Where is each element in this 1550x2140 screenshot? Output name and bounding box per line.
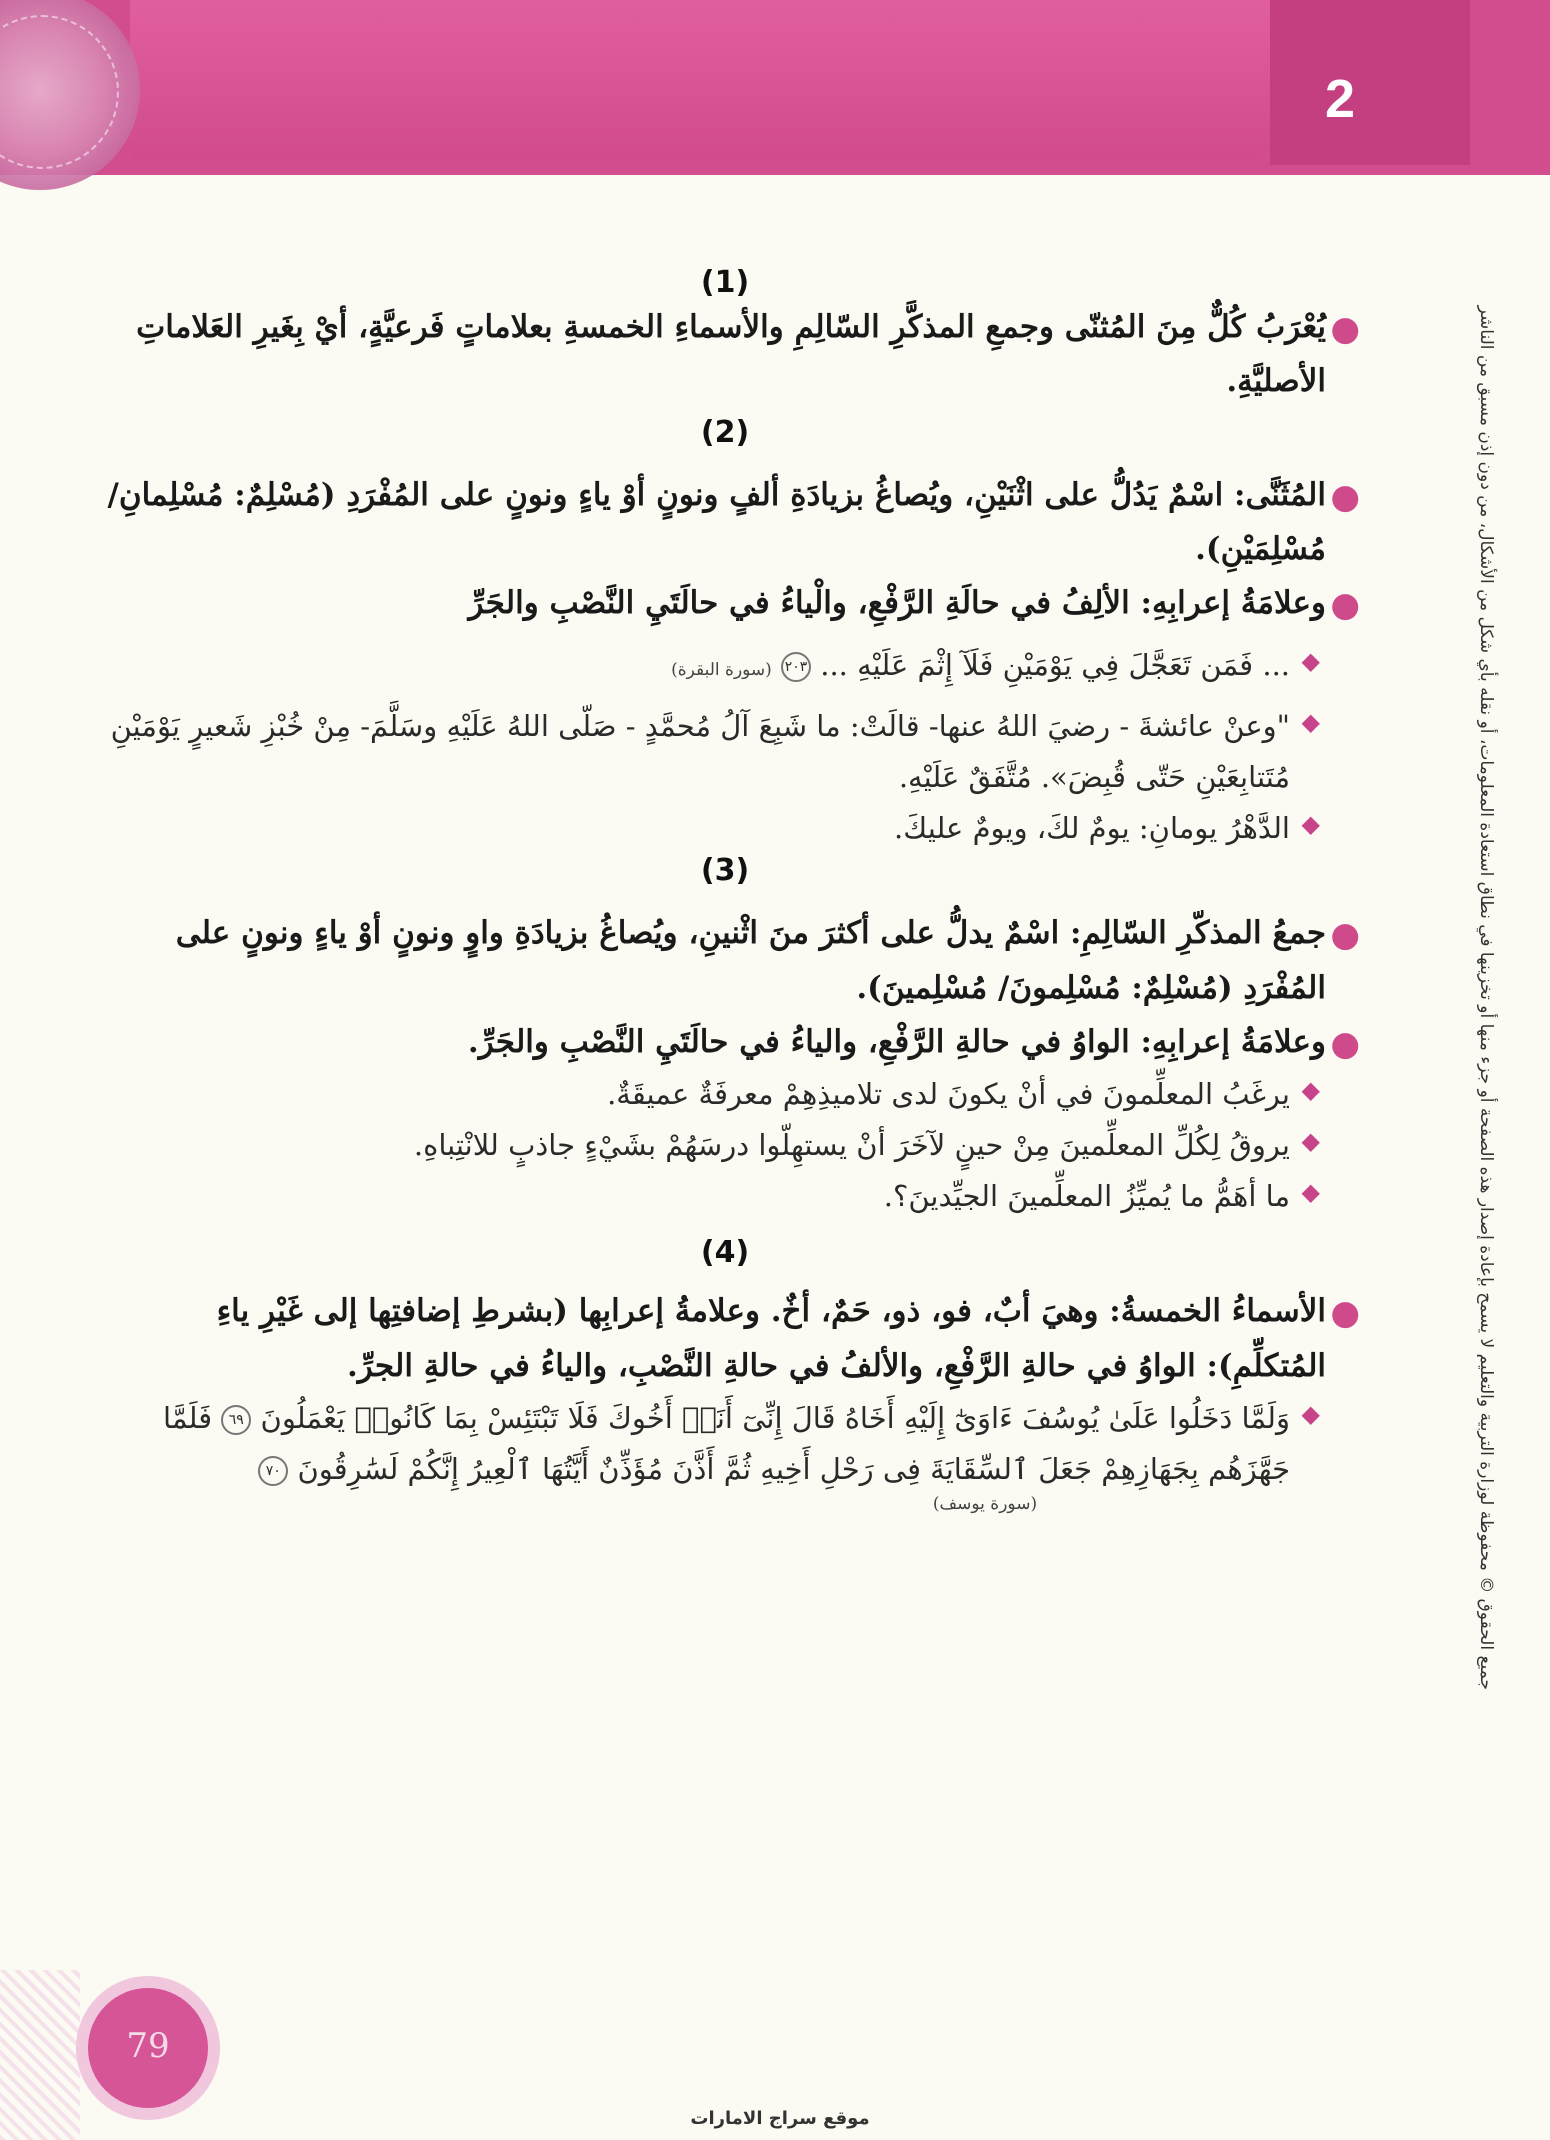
rule-bullet: [90, 468, 1360, 577]
bullet-dot-icon: ●: [1330, 915, 1360, 956]
example-item: [90, 803, 1360, 854]
rule-bullet: [90, 576, 1360, 630]
example-item: [90, 1171, 1360, 1222]
rule-bullet: [90, 906, 1360, 1015]
example-item: [90, 1393, 1360, 1495]
rule-text: يُعْرَبُ كُلٌّ مِنَ المُثنّى وجمعِ المذكَّرِ السّالِمِ والأسماءِ الخمسةِ بعلاماتٍ فَرعيَّةٍ، أيْ بِغَيرِ العَلاماتِ الأصليَّةِ.: [136, 309, 1326, 400]
section-number-2: (2): [700, 414, 750, 450]
bullet-dot-icon: ●: [1330, 585, 1360, 625]
source-reference: (سورة يوسف): [932, 1494, 1038, 1515]
rule-text: جمعُ المذكّرِ السّالِمِ: اسْمٌ يدلُّ على أكثرَ منَ اثْنينِ، ويُصاغُ بزيادَةِ واوٍ ونونٍ أوْ ياءٍ ونونٍ على المُفْرَدِ (مُسْلِمٌ: مُسْلِمونَ/ مُسْلِمينَ).: [175, 915, 1326, 1006]
footer-site-name: موقع سراج الامارات: [690, 2108, 870, 2129]
rule-text: المُثَنَّى: اسْمٌ يَدُلُّ على اثْنَيْنِ، ويُصاغُ بزيادَةِ ألفٍ ونونٍ أوْ ياءٍ ونونٍ على المُفْرَدِ (مُسْلِمٌ: مُسْلِمانِ/ مُسْلِمَيْنِ).: [107, 476, 1326, 567]
example-text: الدَّهْرُ يومانِ: يومٌ لكَ، ويومٌ عليكَ.: [894, 810, 1290, 845]
section-number-4: (4): [700, 1235, 750, 1271]
example-text: ما أهَمُّ ما يُميِّزُ المعلِّمينَ الجيِّدينَ؟.: [883, 1178, 1290, 1213]
diamond-bullet-icon: ◆: [1301, 708, 1320, 736]
section-number-3: (3): [700, 853, 750, 889]
example-text: يروقُ لِكُلِّ المعلِّمينَ مِنْ حينٍ لآخَرَ أنْ يستهِلّوا درسَهُمْ بشَيْءٍ جاذبٍ للانْتِباهِ.: [413, 1127, 1290, 1162]
diamond-bullet-icon: ◆: [1301, 1126, 1320, 1155]
bullet-dot-icon: ●: [1330, 476, 1360, 517]
section-number-1: (1): [700, 265, 750, 300]
ayah-number-mark: ٧٠: [258, 1456, 288, 1486]
source-reference: (سورة البقرة): [671, 660, 772, 681]
banner-tab: [130, 0, 1280, 160]
diamond-bullet-icon: ◆: [1301, 809, 1320, 838]
rule-text: وعلامَةُ إعرابِهِ: الواوُ في حالةِ الرَّفْعِ، والياءُ في حالَتَيِ النَّصْبِ والجَرِّ.: [467, 1023, 1326, 1060]
rule-bullet: [90, 300, 1360, 409]
ayah-number-mark: ٢٠٣: [781, 652, 811, 682]
example-item: [90, 1120, 1360, 1171]
example-text: "وعنْ عائشةَ - رضيَ اللهُ عنها- قالَتْ: ما شَبِعَ آلُ مُحمَّدٍ - صَلّى اللهُ عَلَيْهِ وسَلَّمَ- مِنْ خُبْزِ شَعيرٍ يَوْمَيْنِ مُتَتابِعَيْنِ حَتّى قُبِضَ». مُتَّفَقٌ عَلَيْهِ.: [110, 709, 1290, 794]
bullet-dot-icon: ●: [1330, 1023, 1360, 1064]
diamond-bullet-icon: ◆: [1301, 1399, 1320, 1428]
diamond-bullet-icon: ◆: [1301, 647, 1320, 676]
example-item: [90, 1069, 1360, 1120]
diamond-bullet-icon: ◆: [1301, 1076, 1320, 1104]
page-number-badge: [88, 1988, 208, 2108]
example-item: [90, 640, 1360, 691]
ayah-number-mark: ٦٩: [221, 1405, 251, 1435]
rule-bullet: [90, 1284, 1360, 1393]
example-item: [90, 701, 1360, 803]
example-text: ... فَمَن تَعَجَّلَ فِي يَوْمَيْنِ فَلَآ إِثْمَ عَلَيْهِ ...: [820, 648, 1290, 683]
rule-text: الأسماءُ الخمسةُ: وهيَ أبٌ، فو، ذو، حَمٌ، أخٌ. وعلامةُ إعرابِها (بشرطِ إضافتِها إلى غَيْرِ ياءِ المُتكلِّمِ): الواوُ في حالةِ الرَّفْعِ، والألفُ في حالةِ النَّصْبِ، والياءُ في حالةِ الجرِّ.: [216, 1293, 1326, 1384]
example-text: فَلَمَّا جَهَّزَهُم بِجَهَازِهِمْ جَعَلَ ٱلسِّقَايَةَ فِى رَحْلِ أَخِيهِ ثُمَّ أَذَّنَ مُؤَذِّنٌ أَيَّتُهَا ٱلْعِيرُ إِنَّكُمْ لَسَٰرِقُونَ: [163, 1400, 1290, 1486]
page-edge-decoration: [0, 1970, 80, 2140]
lesson-content: [90, 265, 1360, 1514]
copyright-note: جميع الحقوق © محفوظة لوزارة التربية والتعليم لا يسمح بإعادة إصدار هذه الصفحة أو جزء منها أو تخزينها في نطاق استعادة المعلومات، أو نقله بأي شكل من الأشكال، من دون إذن مسبق من الناشر: [1476, 305, 1496, 1690]
diamond-bullet-icon: ◆: [1301, 1177, 1320, 1206]
example-text: وَلَمَّا دَخَلُوا عَلَىٰ يُوسُفَ ءَاوَىٰٓ إِلَيْهِ أَخَاهُ قَالَ إِنِّىٓ أَنَا۠ أَخُوكَ فَلَا تَبْتَئِسْ بِمَا كَانُوا۟ يَعْمَلُونَ: [260, 1400, 1290, 1435]
rule-text: وعلامَةُ إعرابِهِ: الألِفُ في حالَةِ الرَّفْعِ، والْياءُ في حالَتَيِ النَّصْبِ والجَرِّ: [468, 585, 1326, 621]
bullet-dot-icon: ●: [1330, 1293, 1360, 1334]
bullet-dot-icon: ●: [1330, 309, 1360, 349]
rule-bullet: [90, 1015, 1360, 1069]
example-text: يرغَبُ المعلِّمونَ في أنْ يكونَ لدى تلاميذِهِمْ معرفَةٌ عميقَةٌ.: [607, 1077, 1290, 1111]
chapter-number: 2: [1324, 69, 1356, 129]
page-number: 79: [126, 2026, 170, 2066]
